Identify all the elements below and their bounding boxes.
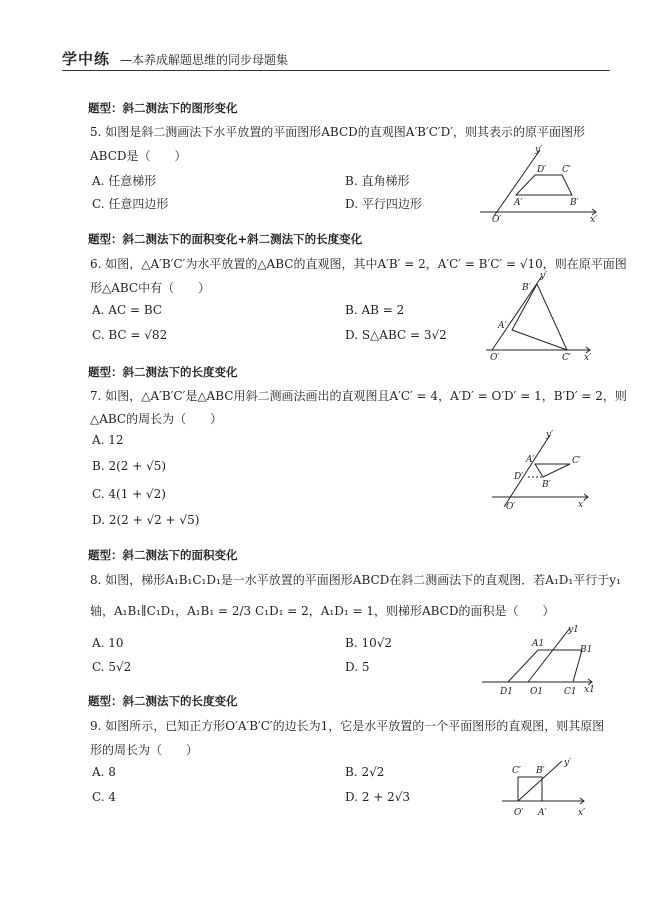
label-x: x′	[578, 808, 586, 818]
option-a[interactable]: A. 12	[92, 433, 124, 447]
label-x: x1	[584, 685, 595, 695]
question-stem: ABCD是（ ）	[90, 149, 187, 163]
question-stem: 轴，A₁B₁∥C₁D₁，A₁B₁ = 2/3 C₁D₁ = 2，A₁D₁ = 1，则梯形ABCD的面积是（ ）	[90, 604, 555, 618]
y-axis	[492, 276, 542, 350]
triangle	[512, 284, 567, 350]
label-c: C′	[562, 353, 571, 363]
label-b: B′	[570, 198, 579, 208]
question-stem: 形△ABC中有（ ）	[90, 281, 211, 295]
label-o: O′	[506, 502, 516, 512]
label-a: A′	[514, 198, 523, 208]
label-y: y′	[564, 758, 572, 768]
option-b[interactable]: B. 10√2	[345, 636, 392, 650]
label-b: B1	[580, 645, 593, 655]
label-o: O′	[492, 215, 502, 225]
option-c[interactable]: C. 4(1 + √2)	[92, 487, 166, 501]
trapezoid	[508, 650, 582, 682]
label-a: A′	[526, 455, 535, 465]
section-title: 题型：斜二测法下的图形变化	[88, 101, 238, 115]
label-y: y′	[535, 145, 543, 155]
triangle	[535, 464, 570, 477]
option-c[interactable]: C. 4	[92, 790, 117, 804]
label-b: B′	[542, 480, 551, 490]
option-c[interactable]: C. 5√2	[92, 660, 132, 674]
label-o: O1	[530, 687, 544, 697]
option-a[interactable]: A. 任意梯形	[92, 174, 157, 188]
section-title: 题型：斜二测法下的长度变化	[88, 365, 238, 379]
option-d[interactable]: D. 平行四边形	[345, 197, 422, 211]
section-title: 题型：斜二测法下的长度变化	[88, 694, 238, 708]
brand-logo: 学中练	[62, 50, 111, 68]
figure-q9	[500, 755, 600, 823]
figure-q5	[478, 142, 608, 224]
option-d[interactable]: D. 5	[345, 660, 370, 674]
question-stem: △ABC的周长为（ ）	[90, 412, 223, 426]
label-c: C1	[564, 687, 577, 697]
label-o: O′	[514, 808, 524, 818]
option-b[interactable]: B. 直角梯形	[345, 174, 410, 188]
section-title: 题型：斜二测法下的面积变化+斜二测法下的长度变化	[88, 232, 363, 246]
section-title: 题型：斜二测法下的面积变化	[88, 548, 238, 562]
question-stem: 7. 如图，△A′B′C′是△ABC用斜二测画法画出的直观图且A′C′ = 4，A′D′ = O′D′ = 1，B′D′ = 2，则	[90, 389, 627, 403]
option-d[interactable]: D. S△ABC = 3√2	[345, 328, 447, 342]
label-c: C′	[572, 456, 581, 466]
label-c: C′	[512, 766, 521, 776]
figure-q8	[480, 622, 605, 700]
label-y: y′	[540, 271, 548, 281]
figure-q7	[490, 427, 600, 515]
label-d: D′	[537, 165, 547, 175]
label-a: A1	[532, 639, 545, 649]
label-x: x′	[584, 353, 592, 363]
label-d: D′	[514, 472, 524, 482]
page-header	[62, 48, 610, 71]
label-x: x′	[590, 215, 598, 225]
label-o: O′	[490, 353, 500, 363]
label-y: y1	[568, 625, 579, 635]
label-c: C′	[562, 165, 571, 175]
option-a[interactable]: A. 10	[92, 636, 124, 650]
question-stem: 形的周长为（ ）	[90, 743, 199, 757]
figure-q6	[484, 270, 599, 365]
header-subtitle: —本养成解题思维的同步母题集	[120, 53, 289, 67]
option-c[interactable]: C. BC = √82	[92, 328, 168, 342]
option-b[interactable]: B. AB = 2	[345, 303, 405, 317]
trapezoid	[516, 175, 572, 195]
option-d[interactable]: D. 2 + 2√3	[345, 790, 411, 804]
label-b: B′	[536, 766, 545, 776]
label-d: D1	[500, 687, 513, 697]
question-stem: 8. 如图，梯形A₁B₁C₁D₁是一水平放置的平面图形ABCD在斜二测画法下的直观图．若A₁D₁平行于y₁	[90, 573, 621, 587]
option-b[interactable]: B. 2(2 + √5)	[92, 459, 167, 473]
question-stem: 6. 如图，△A′B′C′为水平放置的△ABC的直观图，其中A′B′ = 2，A′C′ = B′C′ = √10，则在原平面图	[90, 257, 627, 271]
label-y: y′	[546, 430, 554, 440]
question-stem: 9. 如图所示，已知正方形O′A′B′C′的边长为1，它是水平放置的一个平面图形的直观图，则其原图	[90, 719, 605, 733]
option-d[interactable]: D. 2(2 + √2 + √5)	[92, 513, 200, 527]
label-b: B′	[522, 283, 531, 293]
label-a: A′	[538, 808, 547, 818]
option-a[interactable]: A. 8	[92, 765, 116, 779]
question-stem: 5. 如图是斜二测画法下水平放置的平面图形ABCD的直观图A′B′C′D′，则其表示的原平面图形	[90, 125, 585, 139]
y-axis	[528, 628, 570, 682]
option-c[interactable]: C. 任意四边形	[92, 197, 169, 211]
label-x: x′	[578, 500, 586, 510]
option-a[interactable]: A. AC = BC	[92, 303, 163, 317]
option-b[interactable]: B. 2√2	[345, 765, 385, 779]
y-axis	[504, 435, 550, 507]
label-a: A′	[498, 321, 507, 331]
